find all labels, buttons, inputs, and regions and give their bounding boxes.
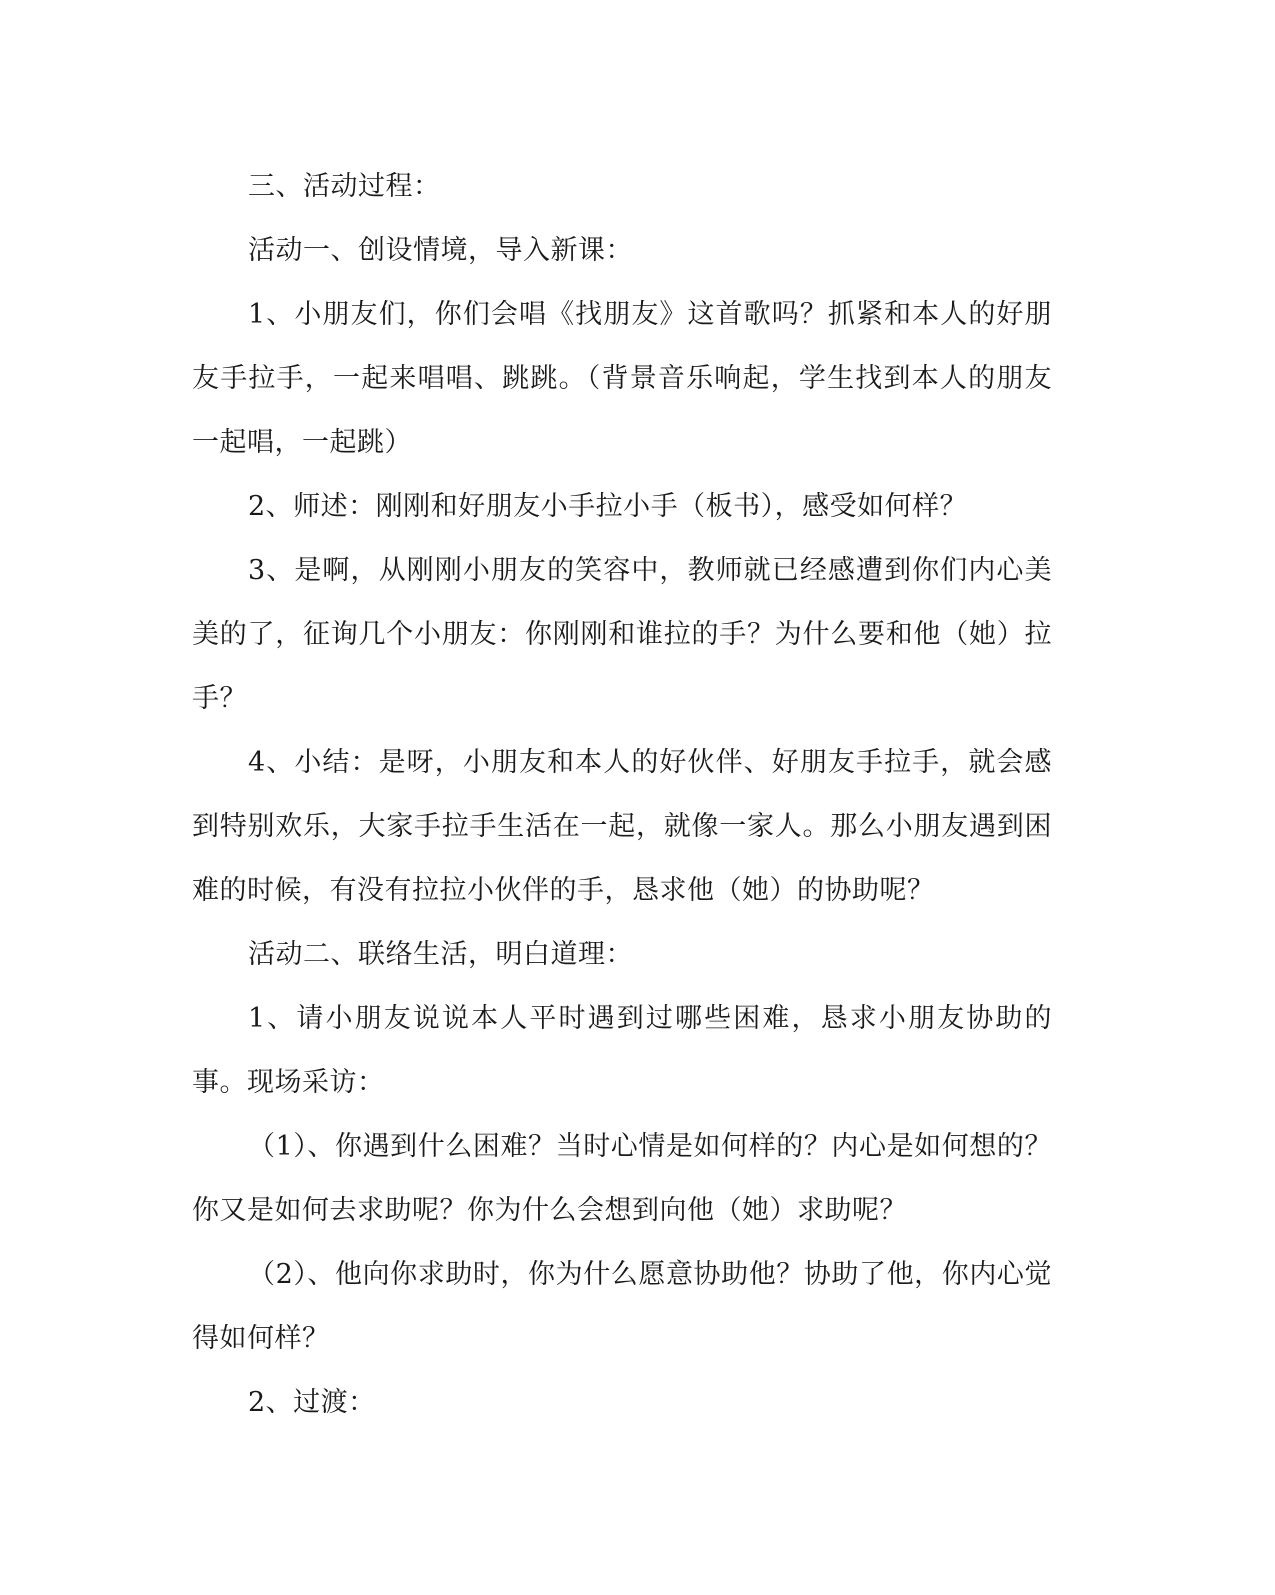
paragraph-4: 4、小结：是呀，小朋友和本人的好伙伴、好朋友手拉手，就会感到特别欢乐，大家手拉手生活在一起，就像一家人。那么小朋友遇到困难的时候，有没有拉拉小伙伴的手，恳求他（她）的协助呢？ <box>192 747 1052 906</box>
activity-one-heading: 活动一、创设情境，导入新课： <box>248 235 633 266</box>
activity-two-heading: 活动二、联络生活，明白道理： <box>248 939 633 970</box>
transition-heading: 2、过渡： <box>248 1387 376 1418</box>
interview-question-1: （1）、你遇到什么困难？当时心情是如何样的？内心是如何想的？你又是如何去求助呢？你为什么会想到向他（她）求助呢？ <box>192 1131 1052 1226</box>
paragraph-5: 1、请小朋友说说本人平时遇到过哪些困难，恳求小朋友协助的事。现场采访： <box>192 1003 1052 1098</box>
paragraph-2: 2、师述：刚刚和好朋友小手拉小手（板书），感受如何样？ <box>248 491 968 522</box>
paragraph-1: 1、小朋友们，你们会唱《找朋友》这首歌吗？抓紧和本人的好朋友手拉手，一起来唱唱、跳跳。（背景音乐响起，学生找到本人的朋友一起唱，一起跳） <box>192 299 1052 458</box>
document-body <box>192 155 1052 1435</box>
paragraph-3: 3、是啊，从刚刚小朋友的笑容中，教师就已经感遭到你们内心美美的了，征询几个小朋友：你刚刚和谁拉的手？为什么要和他（她）拉手？ <box>192 555 1052 714</box>
section-heading-activity-process: 三、活动过程： <box>248 171 441 202</box>
interview-question-2: （2）、他向你求助时，你为什么愿意协助他？协助了他，你内心觉得如何样？ <box>192 1259 1052 1354</box>
